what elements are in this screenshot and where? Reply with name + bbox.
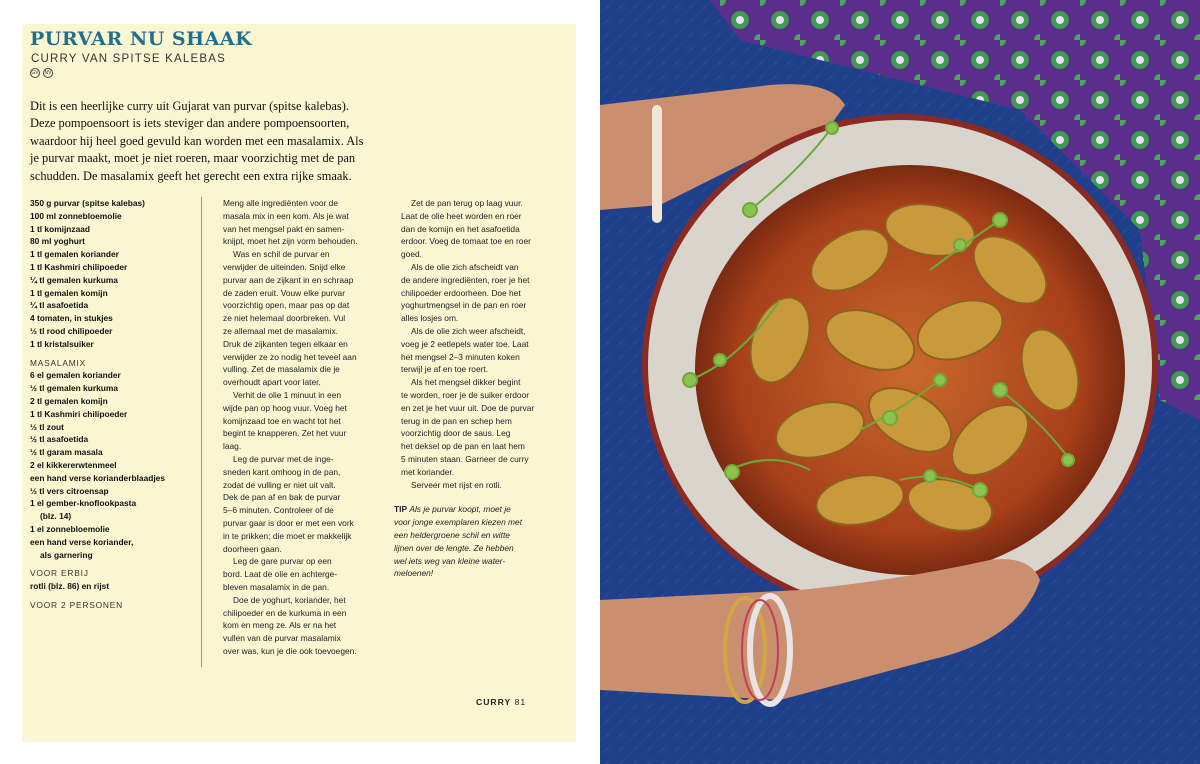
bangle	[652, 105, 662, 223]
method-line: het deksel op de pan en laat hem	[401, 441, 525, 452]
ingredient: 1 tl gemalen komijn	[30, 287, 108, 298]
masala-ingredient: ½ tl vers citroensap	[30, 485, 109, 496]
tip-line	[394, 555, 546, 568]
masala-ingredient: 1 el gember-knoflookpasta	[30, 498, 137, 509]
tip-text: een heldergroene schil en witte	[394, 529, 510, 540]
masala-heading: MASALAMIX	[30, 357, 87, 368]
serve-with: rotli (blz. 86) en rijst	[30, 581, 110, 592]
ingredient: 80 ml yoghurt	[30, 236, 85, 247]
tip-line	[394, 542, 546, 555]
masala-ingredient: 1 el zonnebloemolie	[30, 523, 110, 534]
page-number: 81	[514, 697, 527, 707]
method-line: voeg je 2 eetlepels water toe. Laat	[401, 338, 529, 349]
tip-box	[371, 503, 546, 580]
recipe-title: PURVAR NU SHAAK	[30, 28, 253, 50]
tip-text: lijnen over de lengte. Ze hebben	[394, 542, 514, 553]
method-line: in te prikken; die moet er makkelijk	[223, 530, 352, 541]
method-line: Leg de purvar met de inge-	[233, 453, 334, 464]
tip-text: wel iets weg van kleine water-	[394, 555, 506, 566]
intro-line: Deze pompoensoort is iets steviger dan andere pompoensoorten,	[30, 116, 350, 131]
method-line: Als de olie zich weer afscheidt,	[411, 325, 526, 336]
masala-ingredient: 6 el gemalen koriander	[30, 370, 121, 381]
method-line: verwijder ze zo nodig het teveel aan	[223, 351, 357, 362]
method-line: Druk de zijkanten tegen elkaar en	[223, 338, 348, 349]
method-line: over was, kun je die ook toevoegen.	[223, 645, 357, 656]
method-line: bord. Laat de olie en achterge-	[223, 569, 338, 580]
method-line: Leg de gare purvar op een	[233, 556, 332, 567]
masala-ingredient: 2 tl gemalen komijn	[30, 395, 108, 406]
method-line: van het mengsel pakt en samen-	[223, 223, 345, 234]
tip-line	[394, 567, 546, 580]
page-footer	[476, 697, 526, 707]
ingredient: 1 tl komijnzaad	[30, 223, 91, 234]
method-line: komijnzaad toe en wacht tot het	[223, 415, 341, 426]
intro-text	[30, 98, 390, 185]
intro-line: je purvar maakt, moet je niet roeren, maar voorzichtig met de pan	[30, 151, 356, 166]
method-line: de zaden eruit. Vouw elke purvar	[223, 287, 345, 298]
method-line: ze niet helemaal doorbreken. Vul	[223, 313, 346, 324]
method-line: 5 minuten staan. Garneer de curry	[401, 453, 529, 464]
masala-ingredient: als garnering	[40, 549, 93, 560]
diet-badges	[30, 68, 53, 78]
masala-ingredient: ½ tl gemalen kurkuma	[30, 383, 118, 394]
method-line: Dek de pan af en bak de purvar	[223, 492, 341, 503]
method-line: overhoudt apart voor later.	[223, 377, 321, 388]
method-line: ze allemaal met de masalamix.	[223, 325, 338, 336]
method-line: voorzichtig open, maar pas op dat	[223, 300, 350, 311]
servings: VOOR 2 PERSONEN	[30, 599, 123, 610]
badge-nv-icon: NV	[44, 70, 52, 76]
method-line: en zet je het vuur uit. Doe de purvar	[401, 402, 535, 413]
method-line: kom en meng ze. Als er na het	[223, 620, 337, 631]
tip-line	[394, 516, 546, 529]
recipe-subtitle: CURRY VAN SPITSE KALEBAS	[31, 53, 226, 65]
method-line: Verhit de olie 1 minuut in een	[233, 389, 342, 400]
method-line: chilipoeder erdoorheen. Doe het	[401, 287, 521, 298]
method-line: bleven masalamix in de pan.	[223, 581, 330, 592]
method-line: vulling. Zet de masalamix die je	[223, 364, 340, 375]
method-line: Serveer met rijst en rotli.	[411, 479, 502, 490]
method-line: Meng alle ingrediënten voor de	[223, 198, 339, 208]
method-line: verwijder de uiteinden. Snijd elke	[223, 261, 346, 272]
intro-line: Dit is een heerlijke curry uit Gujarat van purvar (spitse kalebas).	[30, 99, 349, 113]
masala-ingredient: 1 tl Kashmiri chilipoeder	[30, 408, 128, 419]
method-line: knijpt, moet het zijn vorm behouden.	[223, 236, 358, 247]
method-line: chilipoeder en de kurkuma in een	[223, 607, 347, 618]
method-line: alles losjes om.	[401, 313, 459, 324]
masala-ingredient: ½ tl zout	[30, 421, 64, 432]
ingredient: 350 g purvar (spitse kalebas)	[30, 198, 145, 208]
method-line: Zet de pan terug op laag vuur.	[411, 198, 523, 208]
tip-text: voor jonge exemplaren kiezen met	[394, 517, 523, 528]
method-line: terwijl je af en toe roert.	[401, 364, 489, 375]
section-name: CURRY	[476, 697, 512, 707]
method-line: het mengsel 2–3 minuten koken	[401, 351, 520, 362]
curry-photo-image	[600, 0, 1200, 764]
dish-photo	[600, 0, 1200, 764]
masala-ingredient: ½ tl garam masala	[30, 447, 103, 458]
tip-text: meloenen!	[394, 568, 434, 579]
method-line: Was en schil de purvar en	[233, 249, 330, 260]
method-line: Als het mengsel dikker begint	[411, 377, 521, 388]
method-line: laag.	[223, 441, 242, 452]
masala-ingredient: ½ tl asafoetida	[30, 434, 89, 445]
method-line: terug in de pan en schep hem	[401, 415, 512, 426]
ingredient: 1 tl kristalsuiker	[30, 338, 94, 349]
tip-text: Als je purvar koopt, moet je	[409, 504, 511, 515]
ingredient: ¼ tl asafoetida	[30, 300, 89, 311]
intro-line: waardoor hij heel goed gevuld kan worden met een masalamix. Als	[30, 133, 364, 148]
tip-label: TIP	[394, 504, 408, 515]
method-line: dan de komijn en het asafoetida	[401, 223, 520, 234]
badge-gv-icon: GV	[31, 70, 39, 76]
method-column-1	[201, 197, 378, 667]
method-line: wijde pan op hoog vuur. Voeg het	[223, 402, 347, 413]
masala-ingredient: een hand verse korianderblaadjes	[30, 472, 165, 483]
tip-line	[394, 503, 546, 516]
ingredient: 4 tomaten, in stukjes	[30, 313, 113, 324]
intro-line: schudden. De masalamix geeft het gerecht een extra rijke smaak.	[30, 168, 352, 183]
method-line: masala mix in een kom. Als je wat	[223, 210, 349, 221]
method-line: yoghurtmengsel in de pan en roer	[401, 300, 527, 311]
serve-heading: VOOR ERBIJ	[30, 568, 89, 579]
method-line: te worden, roer je de suiker erdoor	[401, 389, 530, 400]
method-line: purvar aan de zijkant in en schraap	[223, 274, 354, 285]
method-column-2	[371, 197, 546, 580]
ingredient: ¼ tl gemalen kurkuma	[30, 274, 118, 285]
method-line: Laat de olie heet worden en roer	[401, 210, 522, 221]
method-line: vullen van de purvar masalamix	[223, 633, 341, 644]
method-line: erdoor. Voeg de tomaat toe en roer	[401, 236, 531, 247]
method-line: Als de olie zich afscheidt van	[411, 261, 519, 272]
masala-ingredient: (blz. 14)	[40, 511, 72, 522]
ingredient: 1 tl gemalen koriander	[30, 249, 119, 260]
ingredient: 100 ml zonnebloemolie	[30, 210, 122, 221]
method-line: begint te knapperen. Zet het vuur	[223, 428, 347, 439]
method-line: goed.	[401, 249, 422, 260]
ingredients-list	[30, 197, 190, 612]
masala-ingredient: een hand verse koriander,	[30, 536, 134, 547]
method-line: voorzichtig door de saus. Leg	[401, 428, 511, 439]
method-line: zodat de vulling er niet uit valt.	[223, 479, 336, 490]
ingredient: 1 tl Kashmiri chilipoeder	[30, 261, 128, 272]
method-line: purvar gaar is door er met een vork	[223, 517, 354, 528]
method-line: de andere ingrediënten, roer je het	[401, 274, 530, 285]
ingredient: ½ tl rood chilipoeder	[30, 325, 113, 336]
method-line: met koriander.	[401, 466, 455, 477]
method-line: 5–6 minuten. Controleer of de	[223, 505, 334, 516]
method-line: doorheen gaan.	[223, 543, 282, 554]
tip-line	[394, 529, 546, 542]
masala-ingredient: 2 el kikkererwtenmeel	[30, 459, 117, 470]
method-line: sneden kant omhoog in de pan,	[223, 466, 341, 477]
method-line: Doe de yoghurt, koriander, het	[233, 594, 346, 605]
